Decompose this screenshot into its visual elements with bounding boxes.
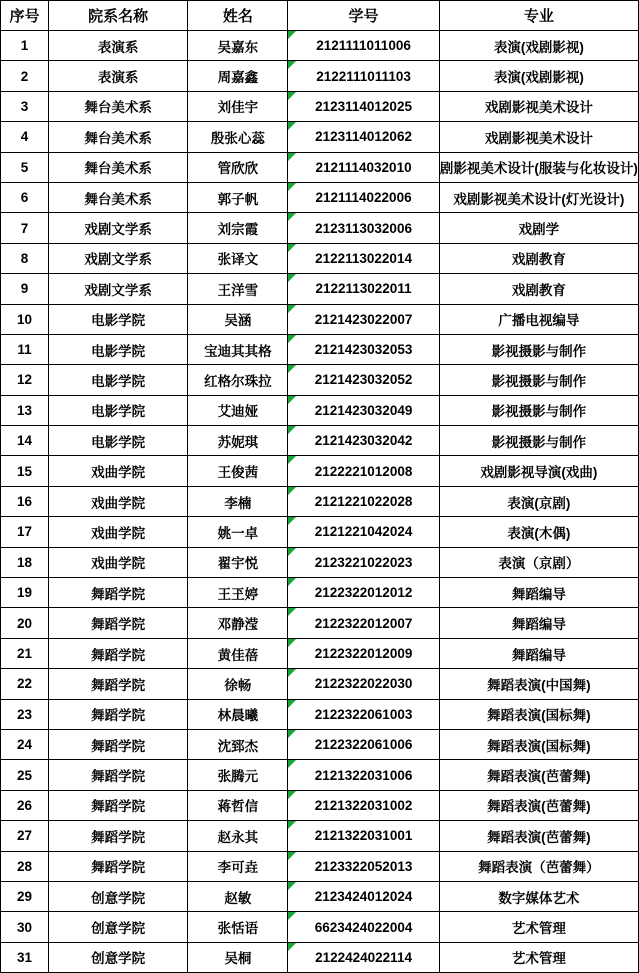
cell-name: 郭子帆 — [188, 182, 288, 212]
table-header-row — [1, 1, 639, 31]
student-id-text: 2121111011006 — [316, 38, 411, 54]
student-id-text: 2122424022114 — [315, 949, 412, 965]
comment-marker-icon — [288, 882, 296, 890]
table-row — [1, 426, 639, 456]
comment-marker-icon — [288, 943, 296, 951]
cell-name: 宝迪其其格 — [188, 334, 288, 364]
student-id-text: 2121221022028 — [314, 494, 413, 510]
comment-marker-icon — [288, 426, 296, 434]
cell-index: 12 — [1, 365, 49, 395]
cell-department: 舞蹈学院 — [49, 851, 188, 881]
cell-student-id — [288, 243, 439, 273]
cell-student-id — [288, 638, 439, 668]
cell-index: 29 — [1, 881, 49, 911]
cell-name: 张腾元 — [188, 760, 288, 790]
cell-index: 1 — [1, 31, 49, 61]
column-header-student-id: 学号 — [288, 1, 439, 31]
cell-index: 11 — [1, 334, 49, 364]
cell-student-id — [288, 608, 439, 638]
cell-index: 17 — [1, 517, 49, 547]
table-row — [1, 517, 639, 547]
cell-department: 舞蹈学院 — [49, 699, 188, 729]
cell-department: 舞蹈学院 — [49, 729, 188, 759]
table-row — [1, 608, 639, 638]
cell-major: 影视摄影与制作 — [439, 365, 638, 395]
cell-student-id — [288, 912, 439, 942]
comment-marker-icon — [288, 578, 296, 586]
student-id-text: 6623424022004 — [314, 919, 413, 935]
cell-department: 戏剧文学系 — [49, 243, 188, 273]
comment-marker-icon — [288, 852, 296, 860]
cell-index: 6 — [1, 182, 49, 212]
cell-major: 戏剧影视美术设计(灯光设计) — [439, 182, 638, 212]
cell-index: 18 — [1, 547, 49, 577]
cell-department: 舞蹈学院 — [49, 638, 188, 668]
comment-marker-icon — [288, 821, 296, 829]
cell-department: 舞台美术系 — [49, 182, 188, 212]
cell-major: 数字媒体艺术 — [439, 881, 638, 911]
cell-department: 舞蹈学院 — [49, 578, 188, 608]
cell-department: 电影学院 — [49, 365, 188, 395]
cell-name: 王俊茜 — [188, 456, 288, 486]
table-row — [1, 61, 639, 91]
student-id-text: 2121423032049 — [314, 402, 413, 418]
table-header — [1, 1, 639, 31]
cell-major: 舞蹈表演（芭蕾舞） — [439, 851, 638, 881]
comment-marker-icon — [288, 122, 296, 130]
table-row — [1, 547, 639, 577]
cell-index: 30 — [1, 912, 49, 942]
cell-name: 红格尔珠拉 — [188, 365, 288, 395]
cell-student-id — [288, 578, 439, 608]
cell-name: 李可垚 — [188, 851, 288, 881]
cell-index: 19 — [1, 578, 49, 608]
comment-marker-icon — [288, 31, 296, 39]
comment-marker-icon — [288, 213, 296, 221]
cell-name: 赵敏 — [188, 881, 288, 911]
student-id-text: 2121114032010 — [315, 159, 412, 175]
cell-name: 沈郅杰 — [188, 729, 288, 759]
column-header-department: 院系名称 — [49, 1, 188, 31]
cell-student-id — [288, 821, 439, 851]
cell-student-id — [288, 91, 439, 121]
table-row — [1, 213, 639, 243]
student-id-text: 2121423032042 — [314, 433, 413, 449]
student-id-text: 2121114022006 — [315, 190, 412, 206]
cell-name: 吴桐 — [188, 942, 288, 972]
cell-department: 舞蹈学院 — [49, 669, 188, 699]
table-row — [1, 881, 639, 911]
cell-major: 戏剧影视美术设计 — [439, 91, 638, 121]
cell-student-id — [288, 213, 439, 243]
cell-name: 王洋雪 — [188, 274, 288, 304]
table-row — [1, 122, 639, 152]
table-row — [1, 274, 639, 304]
comment-marker-icon — [288, 912, 296, 920]
cell-department: 舞台美术系 — [49, 152, 188, 182]
cell-department: 电影学院 — [49, 395, 188, 425]
student-id-text: 2122221012008 — [314, 463, 413, 479]
comment-marker-icon — [288, 274, 296, 282]
cell-index: 7 — [1, 213, 49, 243]
cell-department: 创意学院 — [49, 942, 188, 972]
cell-major: 舞蹈编导 — [439, 638, 638, 668]
cell-index: 9 — [1, 274, 49, 304]
student-id-text: 2122113022014 — [315, 250, 412, 266]
cell-name: 黄佳蓓 — [188, 638, 288, 668]
cell-department: 戏剧文学系 — [49, 274, 188, 304]
cell-department: 舞蹈学院 — [49, 760, 188, 790]
cell-index: 2 — [1, 61, 49, 91]
cell-name: 徐畅 — [188, 669, 288, 699]
cell-index: 24 — [1, 729, 49, 759]
table-row — [1, 152, 639, 182]
cell-student-id — [288, 881, 439, 911]
cell-name: 周嘉鑫 — [188, 61, 288, 91]
column-header-index: 序号 — [1, 1, 49, 31]
cell-major: 表演(戏剧影视) — [439, 61, 638, 91]
cell-name: 李楠 — [188, 486, 288, 516]
cell-student-id — [288, 851, 439, 881]
cell-index: 4 — [1, 122, 49, 152]
cell-index: 27 — [1, 821, 49, 851]
cell-department: 电影学院 — [49, 426, 188, 456]
cell-index: 14 — [1, 426, 49, 456]
student-id-text: 2122322061006 — [314, 737, 413, 753]
cell-major: 戏剧影视导演(戏曲) — [439, 456, 638, 486]
student-id-text: 2123322052013 — [314, 858, 413, 874]
comment-marker-icon — [288, 608, 296, 616]
cell-index: 22 — [1, 669, 49, 699]
cell-student-id — [288, 547, 439, 577]
table-row — [1, 699, 639, 729]
student-id-text: 2121423022007 — [314, 311, 413, 327]
table-row — [1, 304, 639, 334]
cell-student-id — [288, 182, 439, 212]
comment-marker-icon — [288, 669, 296, 677]
student-id-text: 2121221042024 — [314, 524, 413, 540]
cell-index: 15 — [1, 456, 49, 486]
cell-student-id — [288, 61, 439, 91]
cell-name: 赵永其 — [188, 821, 288, 851]
cell-major: 剧影视美术设计(服装与化妆设计) — [439, 152, 638, 182]
student-id-text: 2122322012009 — [314, 646, 413, 661]
cell-department: 舞蹈学院 — [49, 608, 188, 638]
table-row — [1, 729, 639, 759]
table-row — [1, 638, 639, 668]
cell-name: 王玊婷 — [188, 578, 288, 608]
column-header-major: 专业 — [439, 1, 638, 31]
cell-index: 25 — [1, 760, 49, 790]
table-row — [1, 334, 639, 364]
table-row — [1, 821, 639, 851]
cell-student-id — [288, 334, 439, 364]
table-row — [1, 669, 639, 699]
table-row — [1, 395, 639, 425]
cell-department: 舞蹈学院 — [49, 790, 188, 820]
table-row — [1, 182, 639, 212]
student-id-text: 2122322012007 — [314, 615, 413, 631]
student-id-text: 2122322012012 — [314, 585, 413, 601]
cell-major: 舞蹈编导 — [439, 578, 638, 608]
table-row — [1, 456, 639, 486]
cell-major: 影视摄影与制作 — [439, 395, 638, 425]
cell-name: 林晨曦 — [188, 699, 288, 729]
cell-student-id — [288, 395, 439, 425]
cell-department: 戏曲学院 — [49, 456, 188, 486]
cell-name: 管欣欣 — [188, 152, 288, 182]
cell-department: 戏剧文学系 — [49, 213, 188, 243]
comment-marker-icon — [288, 700, 296, 708]
cell-name: 姚一卓 — [188, 517, 288, 547]
table-body — [1, 31, 639, 973]
cell-name: 吴涵 — [188, 304, 288, 334]
cell-index: 3 — [1, 91, 49, 121]
student-id-text: 2123424012024 — [314, 889, 413, 905]
cell-department: 创意学院 — [49, 881, 188, 911]
cell-major: 表演（京剧） — [439, 547, 638, 577]
cell-student-id — [288, 274, 439, 304]
table-row — [1, 365, 639, 395]
cell-student-id — [288, 304, 439, 334]
cell-student-id — [288, 122, 439, 152]
cell-major: 戏剧教育 — [439, 243, 638, 273]
cell-department: 戏曲学院 — [49, 486, 188, 516]
cell-student-id — [288, 729, 439, 759]
comment-marker-icon — [288, 517, 296, 525]
cell-index: 10 — [1, 304, 49, 334]
cell-student-id — [288, 699, 439, 729]
cell-major: 舞蹈表演(芭蕾舞) — [439, 790, 638, 820]
table-row — [1, 31, 639, 61]
cell-index: 20 — [1, 608, 49, 638]
cell-department: 舞台美术系 — [49, 122, 188, 152]
cell-index: 31 — [1, 942, 49, 972]
comment-marker-icon — [288, 92, 296, 100]
cell-major: 表演(京剧) — [439, 486, 638, 516]
cell-name: 吴嘉东 — [188, 31, 288, 61]
cell-student-id — [288, 790, 439, 820]
student-id-text: 2121423032053 — [314, 342, 413, 358]
cell-student-id — [288, 426, 439, 456]
cell-name: 蒋哲信 — [188, 790, 288, 820]
cell-department: 电影学院 — [49, 304, 188, 334]
student-id-text: 2123114012025 — [315, 98, 412, 114]
cell-department: 戏曲学院 — [49, 547, 188, 577]
student-id-text: 2123113032006 — [315, 220, 412, 236]
cell-major: 舞蹈表演(芭蕾舞) — [439, 760, 638, 790]
comment-marker-icon — [288, 760, 296, 768]
cell-department: 电影学院 — [49, 334, 188, 364]
cell-major: 舞蹈表演(国标舞) — [439, 729, 638, 759]
cell-major: 广播电视编导 — [439, 304, 638, 334]
comment-marker-icon — [288, 548, 296, 556]
student-id-text: 2122111011103 — [316, 68, 411, 84]
comment-marker-icon — [288, 487, 296, 495]
cell-department: 表演系 — [49, 61, 188, 91]
cell-major: 舞蹈表演(中国舞) — [439, 669, 638, 699]
cell-major: 戏剧学 — [439, 213, 638, 243]
cell-student-id — [288, 365, 439, 395]
cell-name: 张恬语 — [188, 912, 288, 942]
cell-major: 影视摄影与制作 — [439, 334, 638, 364]
column-header-name: 姓名 — [188, 1, 288, 31]
student-id-text: 2123114012062 — [315, 129, 412, 145]
cell-name: 刘宗霞 — [188, 213, 288, 243]
cell-student-id — [288, 152, 439, 182]
table-row — [1, 790, 639, 820]
comment-marker-icon — [288, 305, 296, 313]
cell-name: 殷张心蕊 — [188, 122, 288, 152]
cell-major: 影视摄影与制作 — [439, 426, 638, 456]
comment-marker-icon — [288, 639, 296, 647]
table-row — [1, 91, 639, 121]
cell-major: 艺术管理 — [439, 942, 638, 972]
table-row — [1, 486, 639, 516]
cell-department: 戏曲学院 — [49, 517, 188, 547]
cell-index: 26 — [1, 790, 49, 820]
cell-index: 21 — [1, 638, 49, 668]
cell-student-id — [288, 456, 439, 486]
student-id-text: 2121322031006 — [314, 767, 413, 783]
cell-student-id — [288, 669, 439, 699]
cell-major: 表演(戏剧影视) — [439, 31, 638, 61]
cell-index: 13 — [1, 395, 49, 425]
table-row — [1, 760, 639, 790]
table-row — [1, 912, 639, 942]
table-row — [1, 942, 639, 972]
cell-major: 舞蹈编导 — [439, 608, 638, 638]
cell-name: 张译文 — [188, 243, 288, 273]
comment-marker-icon — [288, 365, 296, 373]
cell-major: 戏剧影视美术设计 — [439, 122, 638, 152]
comment-marker-icon — [288, 396, 296, 404]
cell-name: 翟宇悦 — [188, 547, 288, 577]
comment-marker-icon — [288, 791, 296, 799]
student-id-text: 2121423032052 — [314, 372, 413, 388]
student-id-text: 2122113022011 — [315, 281, 412, 297]
comment-marker-icon — [288, 61, 296, 69]
cell-index: 23 — [1, 699, 49, 729]
student-id-text: 2121322031002 — [314, 797, 413, 813]
comment-marker-icon — [288, 335, 296, 343]
cell-index: 28 — [1, 851, 49, 881]
cell-name: 苏妮琪 — [188, 426, 288, 456]
cell-department: 舞蹈学院 — [49, 821, 188, 851]
student-id-text: 2123221022023 — [314, 554, 413, 570]
cell-student-id — [288, 486, 439, 516]
comment-marker-icon — [288, 183, 296, 191]
cell-student-id — [288, 517, 439, 547]
cell-major: 舞蹈表演(芭蕾舞) — [439, 821, 638, 851]
comment-marker-icon — [288, 456, 296, 464]
cell-index: 8 — [1, 243, 49, 273]
cell-major: 戏剧教育 — [439, 274, 638, 304]
table-row — [1, 851, 639, 881]
student-id-text: 2121322031001 — [314, 828, 413, 844]
cell-department: 表演系 — [49, 31, 188, 61]
cell-student-id — [288, 31, 439, 61]
cell-index: 5 — [1, 152, 49, 182]
student-id-text: 2122322061003 — [314, 706, 413, 722]
table-row — [1, 578, 639, 608]
cell-name: 艾迪娅 — [188, 395, 288, 425]
cell-student-id — [288, 760, 439, 790]
cell-department: 舞台美术系 — [49, 91, 188, 121]
comment-marker-icon — [288, 730, 296, 738]
comment-marker-icon — [288, 244, 296, 252]
cell-name: 刘佳宇 — [188, 91, 288, 121]
comment-marker-icon — [288, 153, 296, 161]
cell-name: 邓静滢 — [188, 608, 288, 638]
student-id-text: 2122322022030 — [314, 676, 413, 692]
cell-student-id — [288, 942, 439, 972]
table-row — [1, 243, 639, 273]
cell-major: 表演(木偶) — [439, 517, 638, 547]
cell-major: 舞蹈表演(国标舞) — [439, 699, 638, 729]
cell-major: 艺术管理 — [439, 912, 638, 942]
cell-index: 16 — [1, 486, 49, 516]
cell-department: 创意学院 — [49, 912, 188, 942]
